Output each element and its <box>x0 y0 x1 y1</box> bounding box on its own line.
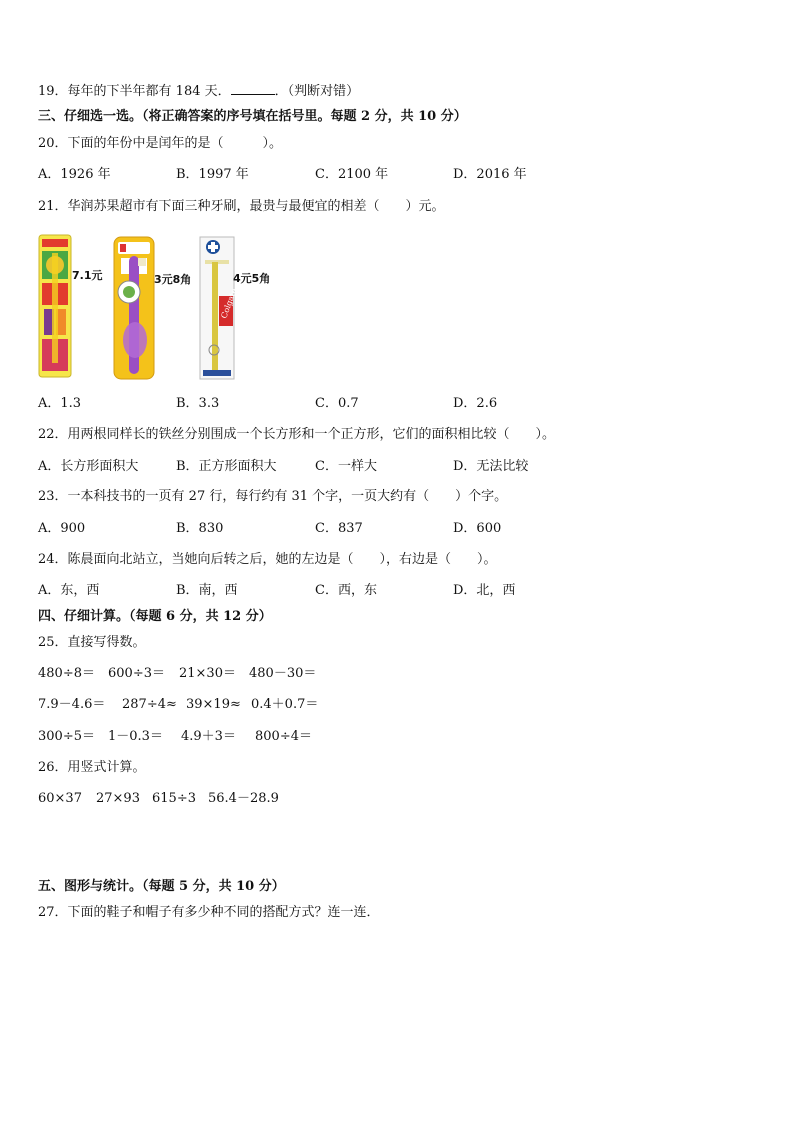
calc-item: 39×19≈ <box>186 697 241 712</box>
calc-item: 7.9－4.6＝ <box>38 697 106 712</box>
question-20-option-b[interactable]: B．1997 年 <box>176 167 249 182</box>
calc-item: 480－30＝ <box>249 666 317 681</box>
question-24-option-d[interactable]: D．北，西 <box>453 583 516 598</box>
calc-item: 0.4＋0.7＝ <box>251 697 319 712</box>
calc-item: 800÷4＝ <box>255 729 312 744</box>
question-20-text: 20．下面的年份中是闰年的是（ ）。 <box>38 136 283 151</box>
question-21-option-b[interactable]: B．3.3 <box>176 396 220 411</box>
question-19 <box>38 82 359 100</box>
question-21-option-d[interactable]: D．2.6 <box>453 396 498 411</box>
question-22-option-a[interactable]: A．长方形面积大 <box>38 459 139 474</box>
vertical-calc-item: 27×93 <box>96 791 140 806</box>
price-label-2: 3元8角 <box>154 273 192 286</box>
svg-text:Colgate: Colgate <box>219 287 239 320</box>
question-25-text: 25．直接写得数。 <box>38 635 146 650</box>
section-3-heading: 三、仔细选一选。（将正确答案的序号填在括号里。每题 2 分，共 10 分） <box>38 109 467 124</box>
question-19-suffix: ．（判断对错） <box>274 84 360 99</box>
calc-item: 480÷8＝ <box>38 666 95 681</box>
section-4-heading: 四、仔细计算。（每题 6 分，共 12 分） <box>38 609 272 624</box>
price-label-1: 7.1元 <box>72 269 103 282</box>
question-19-text: 19．每年的下半年都有 184 天． <box>38 84 231 99</box>
question-21-option-c[interactable]: C．0.7 <box>315 396 359 411</box>
calc-item: 300÷5＝ <box>38 729 95 744</box>
question-22-text: 22．用两根同样长的铁丝分别围成一个长方形和一个正方形，它们的面积相比较（ ）。 <box>38 427 556 442</box>
question-22-option-d[interactable]: D．无法比较 <box>453 459 529 474</box>
question-22-option-c[interactable]: C．一样大 <box>315 459 377 474</box>
price-label-3: 4元5角 <box>233 272 271 285</box>
question-21-text: 21．华润苏果超市有下面三种牙刷，最贵与最便宜的相差（ ）元。 <box>38 199 445 214</box>
calc-item: 4.9＋3＝ <box>181 729 236 744</box>
question-24-option-a[interactable]: A．东，西 <box>38 583 100 598</box>
question-20-option-c[interactable]: C．2100 年 <box>315 167 389 182</box>
section-5-heading: 五、图形与统计。（每题 5 分，共 10 分） <box>38 879 285 894</box>
question-23-option-c[interactable]: C．837 <box>315 521 363 536</box>
question-21-option-a[interactable]: A．1.3 <box>38 396 82 411</box>
question-23-option-a[interactable]: A．900 <box>38 521 86 536</box>
toothbrush-image-3 <box>199 236 239 380</box>
vertical-calc-item: 56.4－28.9 <box>208 791 279 806</box>
calc-item: 21×30＝ <box>179 666 236 681</box>
answer-blank[interactable] <box>231 82 275 95</box>
question-24-option-c[interactable]: C．西，东 <box>315 583 377 598</box>
question-22-option-b[interactable]: B．正方形面积大 <box>176 459 277 474</box>
vertical-calc-item: 615÷3 <box>152 791 196 806</box>
question-20-option-d[interactable]: D．2016 年 <box>453 167 527 182</box>
calc-item: 287÷4≈ <box>122 697 177 712</box>
question-20-option-a[interactable]: A．1926 年 <box>38 167 111 182</box>
toothbrush-image-2 <box>113 236 155 380</box>
toothbrush-image-1 <box>38 233 72 379</box>
question-23-option-b[interactable]: B．830 <box>176 521 224 536</box>
vertical-calc-item: 60×37 <box>38 791 82 806</box>
question-27-text: 27．下面的鞋子和帽子有多少种不同的搭配方式？连一连． <box>38 905 380 920</box>
question-23-option-d[interactable]: D．600 <box>453 521 502 536</box>
question-24-text: 24．陈晨面向北站立，当她向后转之后，她的左边是（ ），右边是（ ）。 <box>38 552 497 567</box>
question-23-text: 23．一本科技书的一页有 27 行，每行约有 31 个字，一页大约有（ ）个字。 <box>38 489 508 504</box>
question-24-option-b[interactable]: B．南，西 <box>176 583 238 598</box>
calc-item: 1－0.3＝ <box>108 729 163 744</box>
question-26-text: 26．用竖式计算。 <box>38 760 146 775</box>
calc-item: 600÷3＝ <box>108 666 165 681</box>
